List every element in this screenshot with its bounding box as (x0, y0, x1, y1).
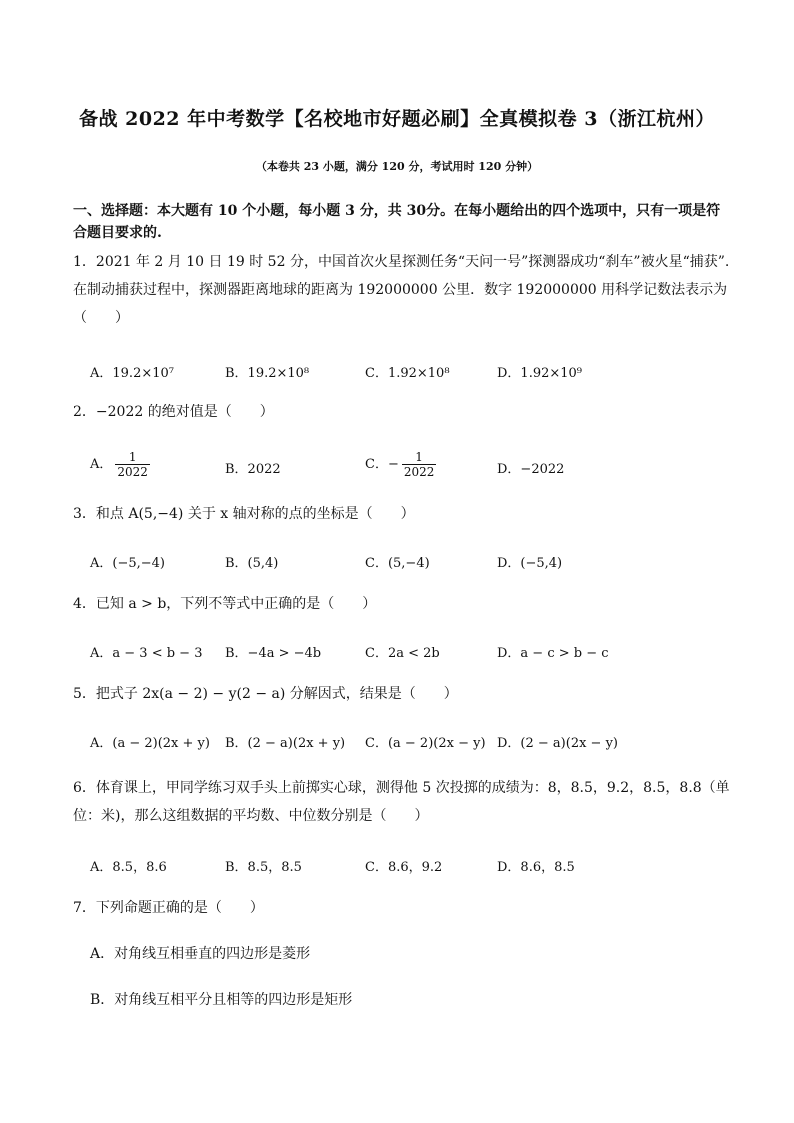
question-2-stem: 2．−2022 的绝对值是（ ） (73, 404, 274, 420)
option-c (365, 450, 436, 479)
option-c: C．2a < 2b (365, 646, 440, 661)
option-a-label: A． (90, 457, 113, 472)
option-d: D．(−5,4) (497, 556, 563, 571)
section-heading: 一、选择题：本大题有 10 个小题，每小题 3 分，共 30分。在每小题给出的四个选项中，只有一项是符合题目要求的. (73, 203, 721, 241)
question-6-stem: 6．体育课上，甲同学练习双手头上前掷实心球，测得他 5 次投掷的成绩为：8，8.5，9.2，8.5，8.8（单位：米)，那么这组数据的平均数、中位数分别是（ ） (73, 780, 730, 824)
question-5-stem: 5．把式子 2x(a − 2) − y(2 − a) 分解因式，结果是（ ） (73, 686, 458, 702)
fraction (402, 450, 437, 479)
option-c-label: C．− (365, 457, 399, 472)
option-a: A．(a − 2)(2x + y) (90, 736, 210, 751)
fraction-numerator: 1 (115, 450, 150, 465)
question-4-stem: 4．已知 a > b，下列不等式中正确的是（ ） (73, 596, 377, 612)
question-7-stem: 7．下列命题正确的是（ ） (73, 900, 264, 916)
question-3-stem: 3．和点 A(5,−4) 关于 x 轴对称的点的坐标是（ ） (73, 506, 415, 522)
fraction-denominator: 2022 (403, 465, 435, 479)
option-c: C．(5,−4) (365, 556, 430, 571)
option-b: B．对角线互相平分且相等的四边形是矩形 (90, 992, 353, 1008)
option-b: B．19.2×10⁸ (225, 366, 310, 381)
option-a: A．对角线互相垂直的四边形是菱形 (90, 946, 311, 962)
option-c: C．1.92×10⁸ (365, 366, 450, 381)
option-a: A．(−5,−4) (90, 556, 165, 571)
fraction (115, 450, 150, 479)
question-2-options (90, 450, 730, 486)
question-4-options (90, 642, 730, 666)
option-b: B．(5,4) (225, 556, 279, 571)
option-b: B．2022 (225, 462, 281, 477)
page-title: 备战 2022 年中考数学【名校地市好题必刷】全真模拟卷 3（浙江杭州） (79, 108, 715, 130)
option-b: B．8.5，8.5 (225, 860, 302, 875)
option-d: D．−2022 (497, 462, 565, 477)
question-1-options (90, 362, 730, 386)
option-a (90, 450, 150, 479)
question-1-stem: 1．2021 年 2 月 10 日 19 时 52 分，中国首次火星探测任务“天问一号”探测器成功“刹车”被火星“捕获”. 在制动捕获过程中，探测器距离地球的距离为 192000000 公里．数字 192000000 用科学记数法表示为（ ） (73, 254, 730, 326)
option-b: B．(2 − a)(2x + y) (225, 736, 346, 751)
question-6-options (90, 856, 730, 880)
option-c: C．8.6，9.2 (365, 860, 443, 875)
option-a: A．8.5，8.6 (90, 860, 167, 875)
fraction-numerator: 1 (402, 450, 437, 465)
question-3-options (90, 552, 730, 576)
option-c: C．(a − 2)(2x − y) (365, 736, 486, 751)
question-5-options (90, 732, 730, 756)
option-d: D．8.6，8.5 (497, 860, 575, 875)
option-d: D．a − c > b − c (497, 646, 609, 661)
option-d: D．1.92×10⁹ (497, 366, 583, 381)
option-a: A．19.2×10⁷ (90, 366, 174, 381)
option-b: B．−4a > −4b (225, 646, 322, 661)
option-d: D．(2 − a)(2x − y) (497, 736, 618, 751)
page-subtitle: （本卷共 23 小题，满分 120 分，考试用时 120 分钟） (255, 160, 539, 173)
option-a: A．a − 3 < b − 3 (90, 646, 203, 661)
fraction-denominator: 2022 (117, 465, 148, 479)
